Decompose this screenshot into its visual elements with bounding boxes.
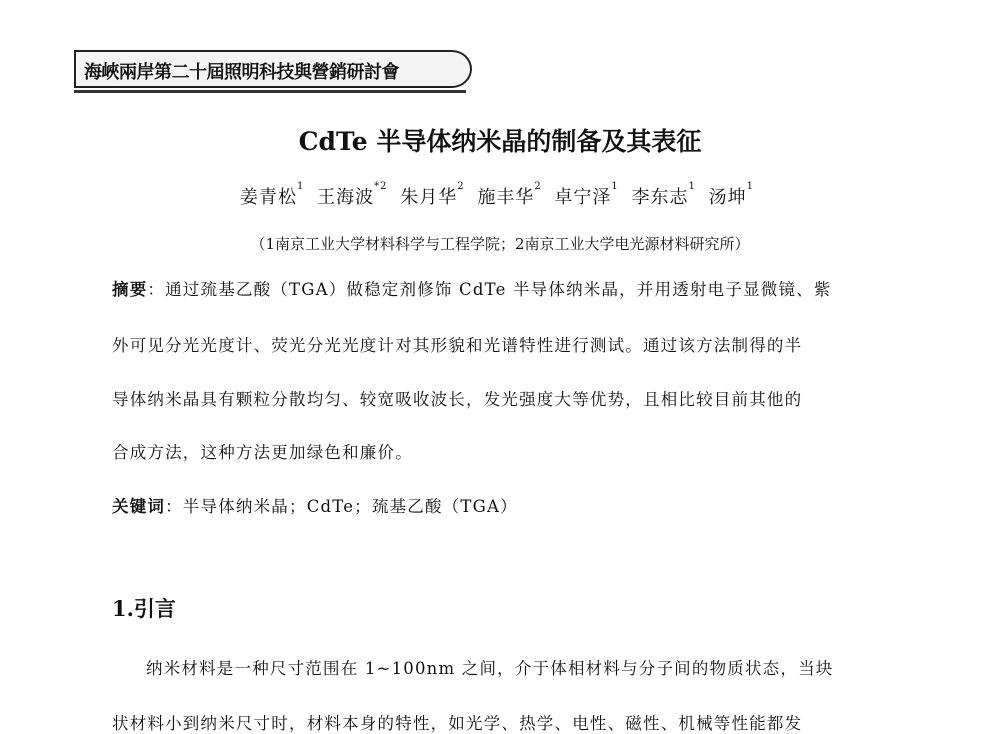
keywords-label: 关键词 [112, 497, 166, 516]
conference-banner-text: 海峽兩岸第二十屆照明科技與營銷研討會 [84, 62, 399, 83]
author-affil-mark: 2 [457, 181, 465, 192]
body-text-line: 纳米材料是一种尺寸范围在 1~100nm 之间，介于体相材料与分子间的物质状态，当块 [146, 659, 834, 678]
author-name: 汤坤 [708, 187, 747, 208]
paper-title: CdTe 半导体纳米晶的制备及其表征 [298, 127, 702, 156]
author-name: 朱月华 [400, 187, 458, 208]
abstract-line [112, 276, 912, 300]
affiliation: （1南京工业大学材料科学与工程学院；2南京工业大学电光源材料研究所） [250, 235, 750, 253]
section-heading: 1.引言 [112, 596, 176, 621]
abstract-label: 摘要 [112, 280, 148, 299]
author-name: 李东志 [631, 187, 689, 208]
abstract-text: ：通过巯基乙酸（TGA）做稳定剂修饰 CdTe 半导体纳米晶，并用透射电子显微镜、紫 [147, 280, 832, 299]
keywords-text: ：半导体纳米晶；CdTe；巯基乙酸（TGA） [165, 497, 518, 516]
author-name: 姜青松 [239, 187, 297, 208]
abstract-line: 合成方法，这种方法更加绿色和廉价。 [112, 443, 413, 462]
conference-banner [74, 50, 472, 88]
author-affil-mark: 1 [296, 181, 305, 192]
author-affil-mark: *2 [374, 181, 388, 192]
author-affil-mark: 1 [611, 181, 619, 192]
banner-underline [74, 90, 466, 93]
body-text-line: 状材料小到纳米尺寸时，材料本身的特性，如光学、热学、电性、磁性、机械等性能都发 [112, 714, 803, 733]
author-name: 施丰华 [477, 187, 535, 208]
author-name: 王海波 [317, 187, 375, 208]
abstract-line: 导体纳米晶具有颗粒分散均匀、较宽吸收波长，发光强度大等优势，且相比较目前其他的 [112, 390, 803, 409]
author-list [0, 183, 1000, 209]
keywords-line [112, 493, 912, 517]
author-affil-mark: 2 [534, 181, 542, 192]
author-affil-mark: 1 [688, 181, 696, 192]
author-affil-mark: 1 [746, 181, 755, 192]
abstract-line: 外可见分光光度计、荧光分光光度计对其形貌和光谱特性进行测试。通过该方法制得的半 [112, 336, 803, 355]
author-name: 卓宁泽 [554, 187, 612, 208]
